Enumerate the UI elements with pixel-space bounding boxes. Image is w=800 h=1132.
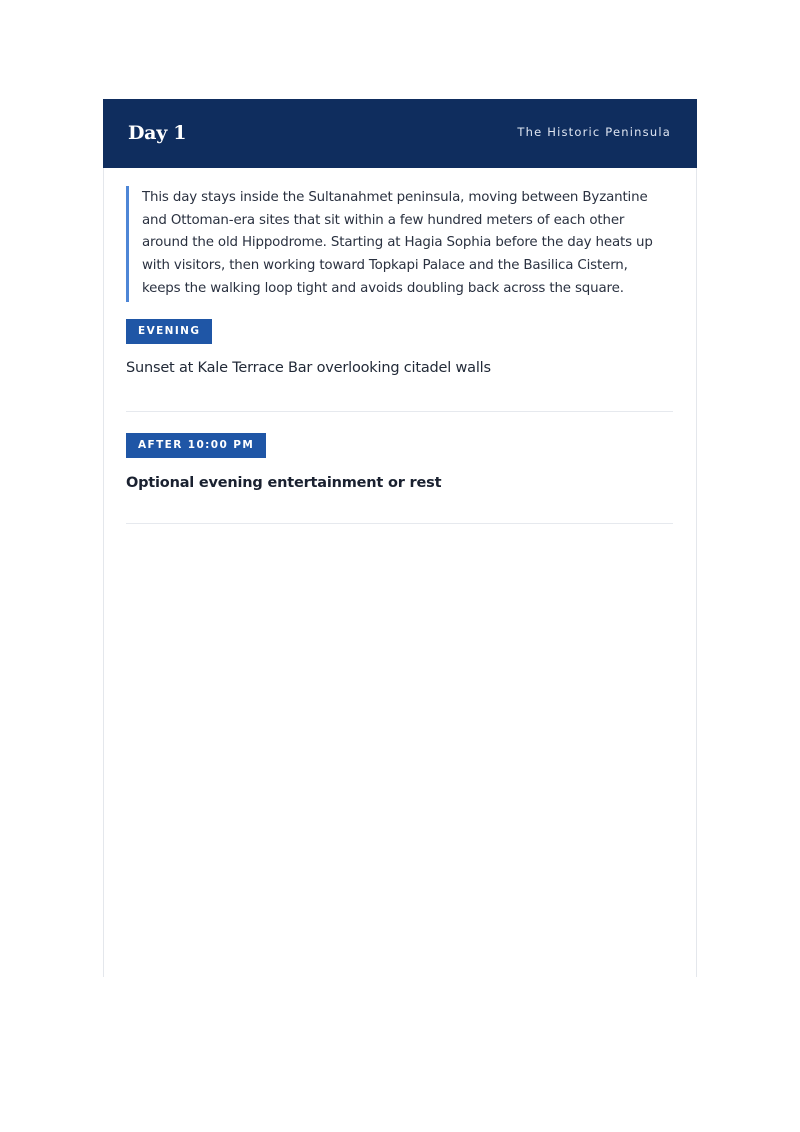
day-header	[103, 99, 697, 168]
day-title: Day 1	[128, 122, 187, 144]
entry-divider	[126, 411, 673, 412]
time-badge-late: AFTER 10:00 PM	[126, 433, 266, 458]
entry-divider	[126, 523, 673, 524]
activity-late: Optional evening entertainment or rest	[126, 475, 442, 491]
activity-evening: Sunset at Kale Terrace Bar overlooking citadel walls	[126, 360, 491, 376]
day-card	[103, 99, 697, 977]
day-subtitle: The Historic Peninsula	[517, 125, 671, 139]
day-intro: This day stays inside the Sultanahmet peninsula, moving between Byzantine and Ottoman-era sites that sit within a few hundred meters of each other around the old Hippodrome. Starting at Hagia Sophia before the day heats up with visitors, then working toward Topkapi Palace and the Basilica Cistern, keeps the walking loop tight and avoids doubling back across the square.	[126, 186, 666, 302]
card-bottom-fade	[104, 857, 696, 977]
time-badge-evening: EVENING	[126, 319, 212, 344]
